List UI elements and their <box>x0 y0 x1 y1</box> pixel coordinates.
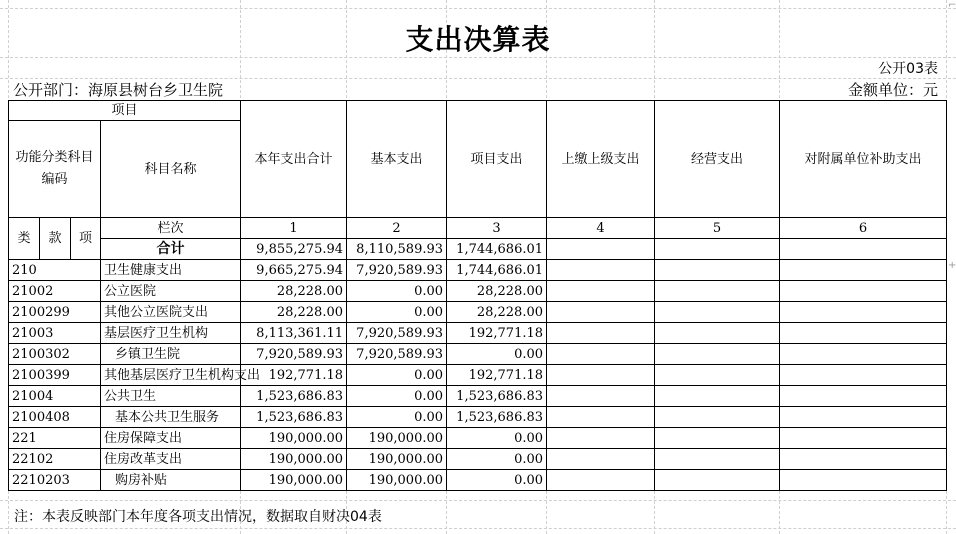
header-kuan: 款 <box>40 218 71 260</box>
footnote: 注：本表反映部门本年度各项支出情况，数据取自财决04表 <box>14 509 382 525</box>
sheet-gridline <box>0 8 956 9</box>
empty-cell <box>780 449 947 470</box>
department-label: 公开部门：海原县树台乡卫生院 <box>13 81 224 99</box>
row-code: 2100299 <box>9 302 101 323</box>
row-basic: 7,920,589.93 <box>347 344 447 365</box>
row-code: 21004 <box>9 386 101 407</box>
row-subject-name: 乡镇卫生院 <box>101 344 241 365</box>
empty-cell <box>655 386 780 407</box>
row-project: 0.00 <box>447 470 547 491</box>
empty-cell <box>547 470 655 491</box>
report-title: 支出决算表 <box>405 23 551 56</box>
column-index: 6 <box>780 218 947 239</box>
table-row <box>9 407 947 428</box>
row-basic: 7,920,589.93 <box>347 323 447 344</box>
row-subject-name: 基本公共卫生服务 <box>101 407 241 428</box>
row-code: 2100302 <box>9 344 101 365</box>
empty-cell <box>655 323 780 344</box>
insert-marker: + <box>948 260 956 271</box>
empty-cell <box>547 449 655 470</box>
empty-cell <box>780 302 947 323</box>
table-row <box>9 281 947 302</box>
header-item-cell: 项目 <box>9 101 241 121</box>
row-basic: 190,000.00 <box>347 449 447 470</box>
corner-marker: ⌐ <box>948 0 956 11</box>
empty-cell <box>780 260 947 281</box>
row-project: 0.00 <box>447 449 547 470</box>
row-project: 1,523,686.83 <box>447 386 547 407</box>
row-code: 2100399 <box>9 365 101 386</box>
expenditure-table <box>8 100 947 491</box>
empty-cell <box>547 365 655 386</box>
table-row <box>9 260 947 281</box>
header-upper: 上缴上级支出 <box>547 101 655 218</box>
empty-cell <box>547 344 655 365</box>
empty-cell <box>655 470 780 491</box>
empty-cell <box>655 365 780 386</box>
empty-cell <box>780 365 947 386</box>
header-func-code: 功能分类科目编码 <box>9 121 101 218</box>
row-basic: 0.00 <box>347 302 447 323</box>
empty-cell <box>655 344 780 365</box>
row-total: 8,113,361.11 <box>241 323 347 344</box>
empty-cell <box>780 239 947 260</box>
row-basic: 0.00 <box>347 365 447 386</box>
row-total: 192,771.18 <box>241 365 347 386</box>
row-basic: 190,000.00 <box>347 428 447 449</box>
row-project: 28,228.00 <box>447 302 547 323</box>
row-subject-name: 其他基层医疗卫生机构支出 <box>101 365 241 386</box>
empty-cell <box>655 281 780 302</box>
row-basic: 0.00 <box>347 386 447 407</box>
row-subject-name: 购房补贴 <box>101 470 241 491</box>
row-total: 1,523,686.83 <box>241 386 347 407</box>
row-code: 210 <box>9 260 101 281</box>
sheet-gridline <box>0 528 956 529</box>
column-index: 2 <box>347 218 447 239</box>
table-row <box>9 365 947 386</box>
row-total: 190,000.00 <box>241 449 347 470</box>
row-total: 190,000.00 <box>241 428 347 449</box>
table-row <box>9 323 947 344</box>
header-total: 本年支出合计 <box>241 101 347 218</box>
header-business: 经营支出 <box>655 101 780 218</box>
empty-cell <box>547 281 655 302</box>
empty-cell <box>655 239 780 260</box>
row-basic: 0.00 <box>347 407 447 428</box>
empty-cell <box>655 449 780 470</box>
empty-cell <box>780 281 947 302</box>
table-row <box>9 428 947 449</box>
row-subject-name: 住房保障支出 <box>101 428 241 449</box>
header-lanci: 栏次 <box>101 218 241 239</box>
header-lei: 类 <box>9 218 40 260</box>
table-row <box>9 344 947 365</box>
sheet-gridline <box>0 500 956 501</box>
row-project: 1,744,686.01 <box>447 260 547 281</box>
row-subject-name: 公立医院 <box>101 281 241 302</box>
row-code: 221 <box>9 428 101 449</box>
empty-cell <box>780 428 947 449</box>
row-project: 28,228.00 <box>447 281 547 302</box>
row-subject-name: 基层医疗卫生机构 <box>101 323 241 344</box>
empty-cell <box>547 239 655 260</box>
row-project: 192,771.18 <box>447 323 547 344</box>
row-project: 0.00 <box>447 428 547 449</box>
row-code: 21002 <box>9 281 101 302</box>
total-row-basic: 8,110,589.93 <box>347 239 447 260</box>
row-total: 28,228.00 <box>241 281 347 302</box>
row-project: 192,771.18 <box>447 365 547 386</box>
column-index: 5 <box>655 218 780 239</box>
total-row-label: 合计 <box>101 239 241 260</box>
row-total: 1,523,686.83 <box>241 407 347 428</box>
header-project: 项目支出 <box>447 101 547 218</box>
total-row-project: 1,744,686.01 <box>447 239 547 260</box>
empty-cell <box>547 428 655 449</box>
row-subject-name: 卫生健康支出 <box>101 260 241 281</box>
empty-cell <box>547 407 655 428</box>
row-basic: 190,000.00 <box>347 470 447 491</box>
column-index: 1 <box>241 218 347 239</box>
row-code: 22102 <box>9 449 101 470</box>
empty-cell <box>655 260 780 281</box>
row-basic: 7,920,589.93 <box>347 260 447 281</box>
empty-cell <box>547 302 655 323</box>
total-row-total: 9,855,275.94 <box>241 239 347 260</box>
row-project: 0.00 <box>447 344 547 365</box>
table-row <box>9 449 947 470</box>
row-subject-name: 其他公立医院支出 <box>101 302 241 323</box>
row-total: 9,665,275.94 <box>241 260 347 281</box>
empty-cell <box>547 386 655 407</box>
empty-cell <box>780 323 947 344</box>
empty-cell <box>655 428 780 449</box>
row-project: 1,523,686.83 <box>447 407 547 428</box>
row-total: 7,920,589.93 <box>241 344 347 365</box>
empty-cell <box>780 407 947 428</box>
empty-cell <box>547 260 655 281</box>
header-subsidy: 对附属单位补助支出 <box>780 101 947 218</box>
row-subject-name: 公共卫生 <box>101 386 241 407</box>
header-xiang: 项 <box>71 218 101 260</box>
header-basic: 基本支出 <box>347 101 447 218</box>
empty-cell <box>780 344 947 365</box>
empty-cell <box>655 407 780 428</box>
row-total: 28,228.00 <box>241 302 347 323</box>
column-index: 4 <box>547 218 655 239</box>
row-total: 190,000.00 <box>241 470 347 491</box>
empty-cell <box>780 470 947 491</box>
empty-cell <box>547 323 655 344</box>
row-basic: 0.00 <box>347 281 447 302</box>
form-code: 公开03表 <box>878 61 938 77</box>
row-code: 2100408 <box>9 407 101 428</box>
header-subject-name: 科目名称 <box>101 121 241 218</box>
row-code: 2210203 <box>9 470 101 491</box>
row-subject-name: 住房改革支出 <box>101 449 241 470</box>
table-row <box>9 302 947 323</box>
row-code: 21003 <box>9 323 101 344</box>
column-index: 3 <box>447 218 547 239</box>
empty-cell <box>780 386 947 407</box>
amount-unit-label: 金额单位：元 <box>847 81 938 99</box>
table-row <box>9 470 947 491</box>
empty-cell <box>655 302 780 323</box>
table-row <box>9 386 947 407</box>
